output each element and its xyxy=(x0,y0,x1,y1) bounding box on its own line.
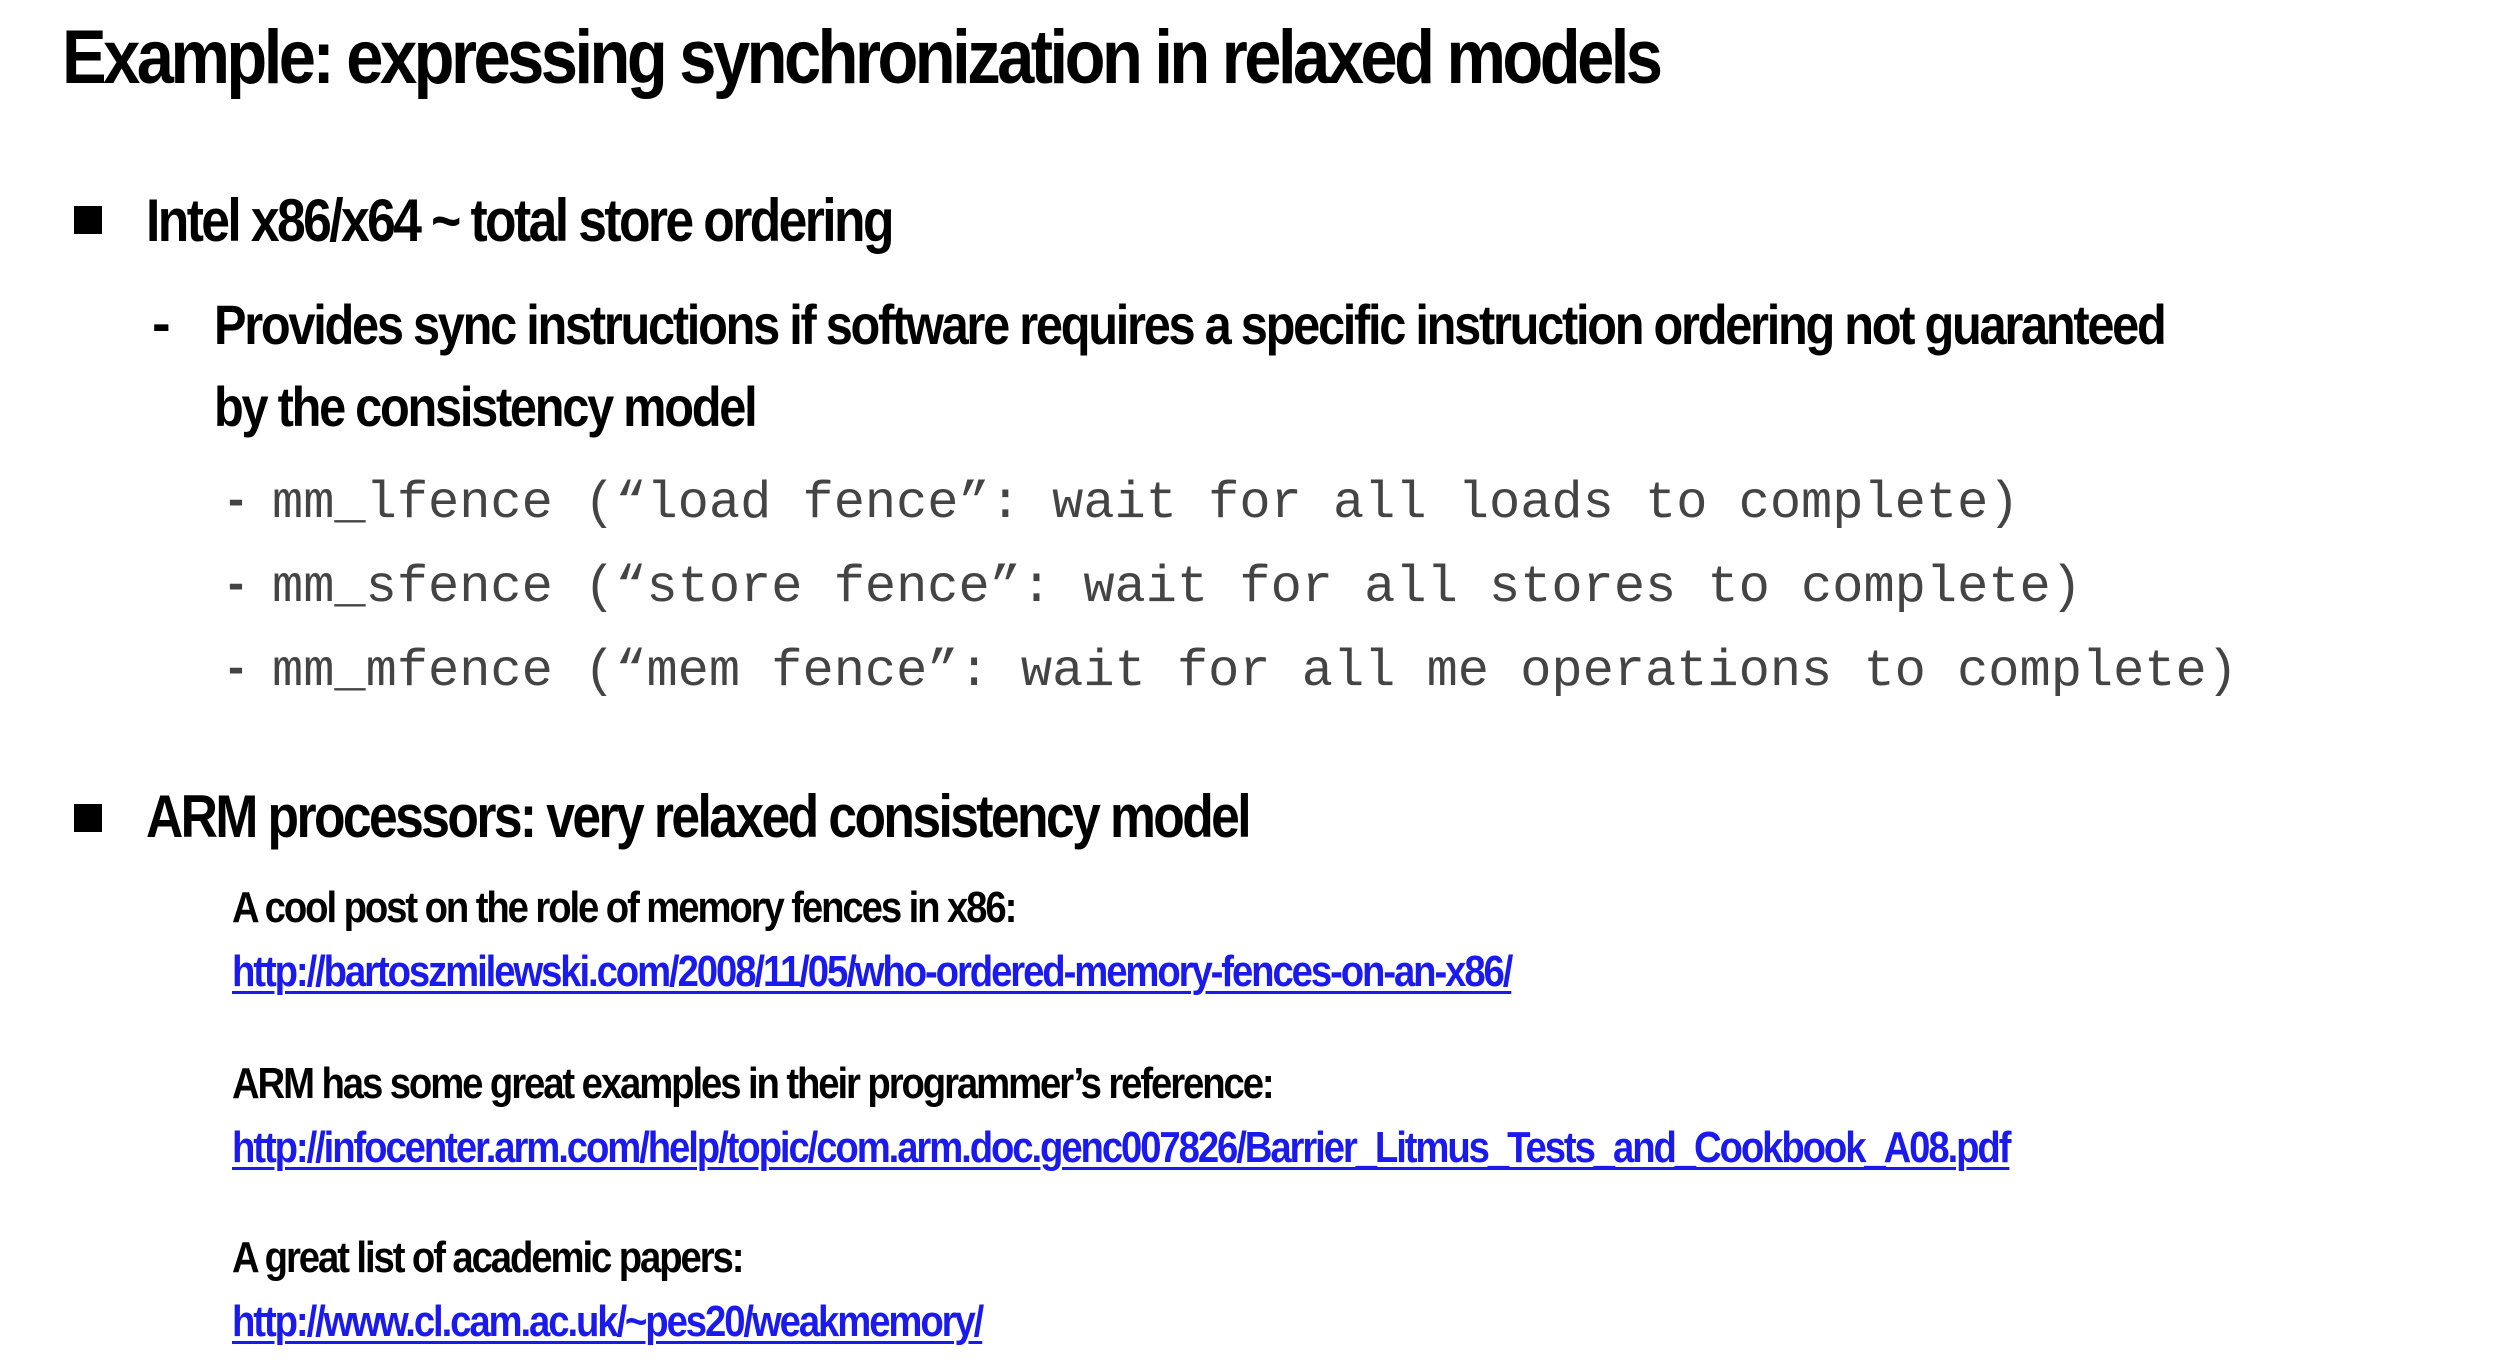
code-item-mfence: mm_mfence (“mem fence”: wait for all me operations to complete) xyxy=(272,642,2238,701)
ref-link-academic-papers[interactable]: http://www.cl.cam.ac.uk/~pes20/weakmemory/ xyxy=(232,1297,983,1346)
ref-link-x86-post[interactable]: http://bartoszmilewski.com/2008/11/05/who-ordered-memory-fences-on-an-x86/ xyxy=(232,947,1512,996)
slide-title: Example: expressing synchronization in relaxed models xyxy=(62,15,1660,100)
bullet-arm: ARM processors: very relaxed consistency model xyxy=(146,783,1250,850)
code-dash: - xyxy=(228,641,244,694)
code-item-lfence: mm_lfence (“load fence”: wait for all loads to complete) xyxy=(272,474,2020,533)
sub-bullet-line1: Provides sync instructions if software requires a specific instruction ordering not guaranteed xyxy=(214,293,2165,356)
ref-label-x86-post: A cool post on the role of memory fences in x86: xyxy=(232,883,1016,932)
ref-label-arm-reference: ARM has some great examples in their programmer’s reference: xyxy=(232,1059,1273,1108)
bullet-intel: Intel x86/x64 ~ total store ordering xyxy=(146,187,892,254)
ref-link-arm-reference[interactable]: http://infocenter.arm.com/help/topic/com.arm.doc.genc007826/Barrier_Litmus_Tests_and_Cookbook_A08.pdf xyxy=(232,1123,2010,1172)
sub-bullet-line2: by the consistency model xyxy=(214,375,756,438)
code-item-sfence: mm_sfence (“store fence”: wait for all stores to complete) xyxy=(272,558,2082,617)
sub-bullet-dash: - xyxy=(152,291,171,354)
bullet-square-icon xyxy=(74,804,102,832)
code-dash: - xyxy=(228,473,244,526)
code-dash: - xyxy=(228,557,244,610)
ref-label-academic-papers: A great list of academic papers: xyxy=(232,1233,743,1282)
bullet-square-icon xyxy=(74,206,102,234)
